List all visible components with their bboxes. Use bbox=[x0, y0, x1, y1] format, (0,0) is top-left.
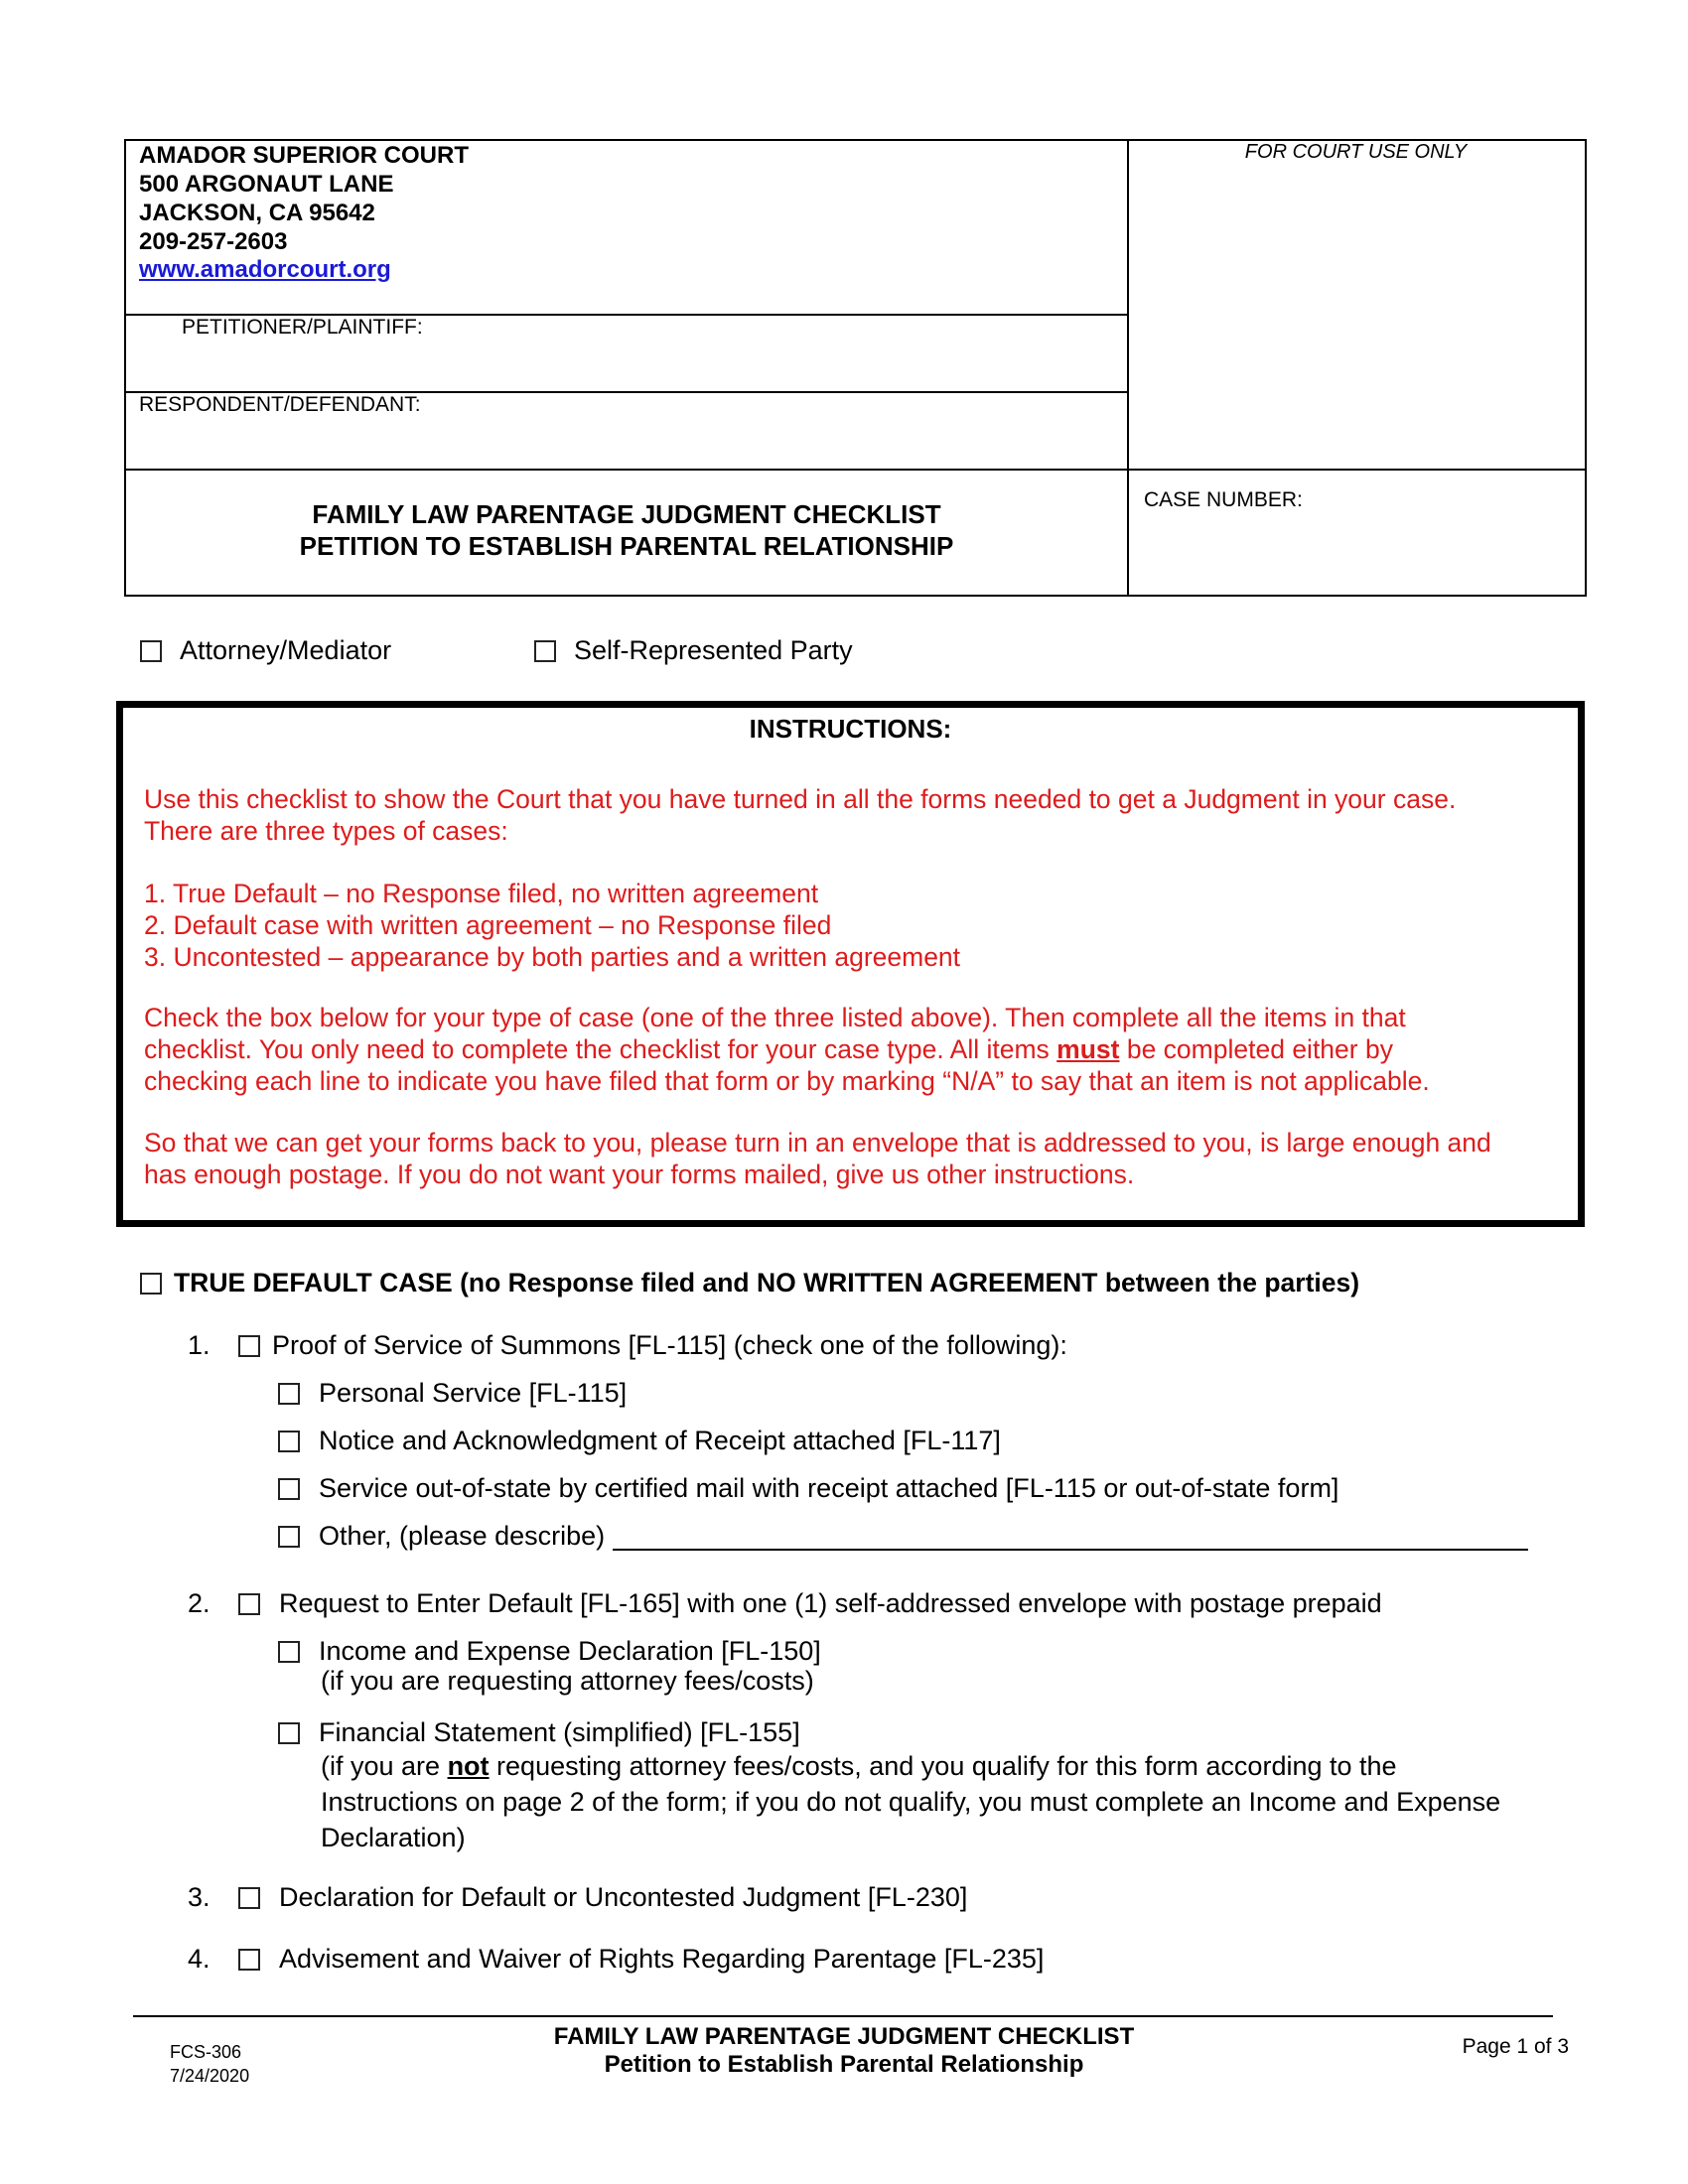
item1-proof-of-service[interactable] bbox=[238, 1330, 1067, 1361]
intro-line: Use this checklist to show the Court that you have turned in all the forms needed to get a Judgment in your case. bbox=[144, 784, 1457, 814]
instructions-envelope-paragraph bbox=[144, 1127, 1491, 1190]
income-expense-note: (if you are requesting attorney fees/costs) bbox=[321, 1666, 814, 1696]
intro-line: There are three types of cases: bbox=[144, 816, 508, 846]
must-emphasis: must bbox=[1056, 1034, 1120, 1064]
financial-statement-note bbox=[321, 1748, 1500, 1855]
list-item: 1. True Default – no Response filed, no written agreement bbox=[144, 879, 819, 908]
true-default-option[interactable] bbox=[140, 1268, 1359, 1298]
list-item: 2. Default case with written agreement – no Response filed bbox=[144, 910, 832, 940]
item2-sub-income-expense bbox=[278, 1636, 821, 1699]
paragraph-line: checking each line to indicate you have filed that form or by marking “N/A” to say that an item is not applicable. bbox=[144, 1066, 1430, 1096]
form-id: FCS-306 bbox=[170, 2042, 242, 2062]
item1-label: Proof of Service of Summons [FL-115] (check one of the following): bbox=[272, 1330, 1067, 1360]
caption-box bbox=[124, 139, 1587, 597]
item2-label: Request to Enter Default [FL-165] with one (1) self-addressed envelope with postage prepaid bbox=[279, 1588, 1382, 1618]
paragraph-line bbox=[144, 1033, 1430, 1065]
item4-label: Advisement and Waiver of Rights Regarding Parentage [FL-235] bbox=[279, 1944, 1045, 1974]
page-number: Page 1 of 3 bbox=[1462, 2035, 1569, 2058]
court-phone: 209-257-2603 bbox=[139, 228, 288, 255]
item2-checkbox[interactable] bbox=[238, 1593, 260, 1615]
respondent-label: RESPONDENT/DEFENDANT: bbox=[139, 393, 421, 416]
note-text: (if you are bbox=[321, 1751, 448, 1781]
true-default-checkbox[interactable] bbox=[140, 1273, 162, 1295]
true-default-heading: TRUE DEFAULT CASE (no Response filed and NO WRITTEN AGREEMENT between the parties) bbox=[174, 1268, 1360, 1297]
footer-rule bbox=[133, 2015, 1553, 2017]
filer-option-self[interactable] bbox=[534, 635, 853, 666]
footer-title-line1: FAMILY LAW PARENTAGE JUDGMENT CHECKLIST bbox=[553, 2023, 1135, 2050]
paragraph-text: checklist. You only need to complete the checklist for your case type. All items bbox=[144, 1034, 1057, 1064]
note-line: Instructions on page 2 of the form; if you do not qualify, you must complete an Income and Expense bbox=[321, 1787, 1501, 1817]
item3-label: Declaration for Default or Uncontested Judgment [FL-230] bbox=[279, 1882, 968, 1912]
item1-sub-notice-ack[interactable] bbox=[278, 1426, 1001, 1456]
income-expense-label: Income and Expense Declaration [FL-150] bbox=[319, 1636, 821, 1666]
item2-request-default[interactable] bbox=[238, 1588, 1382, 1619]
form-title-line2: PETITION TO ESTABLISH PARENTAL RELATIONSHIP bbox=[299, 531, 954, 561]
caption-divider bbox=[126, 469, 1585, 471]
self-represented-label: Self-Represented Party bbox=[574, 635, 853, 665]
court-use-only-label: FOR COURT USE ONLY bbox=[1244, 141, 1468, 163]
financial-statement-label: Financial Statement (simplified) [FL-155] bbox=[319, 1717, 800, 1747]
petitioner-label: PETITIONER/PLAINTIFF: bbox=[182, 316, 423, 339]
item1-sub-personal-service[interactable] bbox=[278, 1378, 627, 1409]
note-text: requesting attorney fees/costs, and you qualify for this form according to the bbox=[489, 1751, 1397, 1781]
caption-divider bbox=[1127, 141, 1129, 595]
item4-checkbox[interactable] bbox=[238, 1949, 260, 1971]
notice-ack-checkbox[interactable] bbox=[278, 1431, 300, 1452]
footer-title bbox=[348, 2023, 1340, 2079]
item-number: 2. bbox=[188, 1588, 211, 1618]
note-line: Declaration) bbox=[321, 1823, 466, 1852]
paragraph-line: Check the box below for your type of case (one of the three listed above). Then complete all the items in that bbox=[144, 1003, 1406, 1032]
attorney-label: Attorney/Mediator bbox=[180, 635, 392, 665]
form-date: 7/24/2020 bbox=[170, 2066, 250, 2086]
instructions-heading: INSTRUCTIONS: bbox=[749, 714, 952, 744]
financial-statement-checkbox[interactable] bbox=[278, 1722, 300, 1744]
court-city: JACKSON, CA 95642 bbox=[139, 200, 375, 226]
item2-sub-financial-statement bbox=[278, 1717, 1500, 1855]
item1-sub-out-of-state[interactable] bbox=[278, 1473, 1338, 1504]
court-name: AMADOR SUPERIOR COURT bbox=[139, 142, 470, 169]
other-checkbox[interactable] bbox=[278, 1526, 300, 1548]
item-number: 4. bbox=[188, 1944, 211, 1974]
list-item: 3. Uncontested – appearance by both parties and a written agreement bbox=[144, 942, 961, 972]
footer-title-line2: Petition to Establish Parental Relationship bbox=[604, 2051, 1084, 2078]
form-title-line1: FAMILY LAW PARENTAGE JUDGMENT CHECKLIST bbox=[312, 499, 941, 529]
item-number: 1. bbox=[188, 1330, 211, 1360]
item-number: 3. bbox=[188, 1882, 211, 1912]
other-label: Other, (please describe) bbox=[319, 1521, 606, 1551]
paragraph-line: So that we can get your forms back to you, please turn in an envelope that is addressed to you, is large enough and bbox=[144, 1128, 1491, 1158]
case-number-label: CASE NUMBER: bbox=[1144, 488, 1303, 511]
not-emphasis: not bbox=[447, 1751, 490, 1781]
self-represented-checkbox[interactable] bbox=[534, 640, 556, 662]
form-title bbox=[126, 498, 1127, 562]
item3-declaration[interactable] bbox=[238, 1882, 967, 1913]
notice-ack-label: Notice and Acknowledgment of Receipt attached [FL-117] bbox=[319, 1426, 1001, 1455]
instructions-intro bbox=[144, 783, 1456, 847]
item3-checkbox[interactable] bbox=[238, 1887, 260, 1909]
item1-checkbox[interactable] bbox=[238, 1335, 260, 1357]
item1-sub-other[interactable] bbox=[278, 1521, 1528, 1552]
footer-form-id bbox=[170, 2040, 249, 2088]
out-of-state-checkbox[interactable] bbox=[278, 1478, 300, 1500]
paragraph-text: be completed either by bbox=[1119, 1034, 1393, 1064]
court-address bbox=[139, 141, 469, 284]
filer-option-attorney[interactable] bbox=[140, 635, 391, 666]
income-expense-checkbox[interactable] bbox=[278, 1641, 300, 1663]
instructions-box bbox=[116, 701, 1585, 1227]
financial-statement-row[interactable] bbox=[278, 1717, 1500, 1748]
instructions-check-paragraph bbox=[144, 1002, 1430, 1097]
personal-service-label: Personal Service [FL-115] bbox=[319, 1378, 628, 1408]
out-of-state-label: Service out-of-state by certified mail with receipt attached [FL-115 or out-of-state form] bbox=[319, 1473, 1339, 1503]
attorney-checkbox[interactable] bbox=[140, 640, 162, 662]
personal-service-checkbox[interactable] bbox=[278, 1383, 300, 1405]
other-describe-field[interactable] bbox=[613, 1523, 1528, 1551]
court-street: 500 ARGONAUT LANE bbox=[139, 171, 394, 198]
case-type-list bbox=[144, 878, 960, 973]
item4-advisement[interactable] bbox=[238, 1944, 1044, 1975]
court-website-link[interactable]: www.amadorcourt.org bbox=[139, 256, 391, 283]
note-line bbox=[321, 1748, 1500, 1784]
paragraph-line: has enough postage. If you do not want your forms mailed, give us other instructions. bbox=[144, 1160, 1135, 1189]
